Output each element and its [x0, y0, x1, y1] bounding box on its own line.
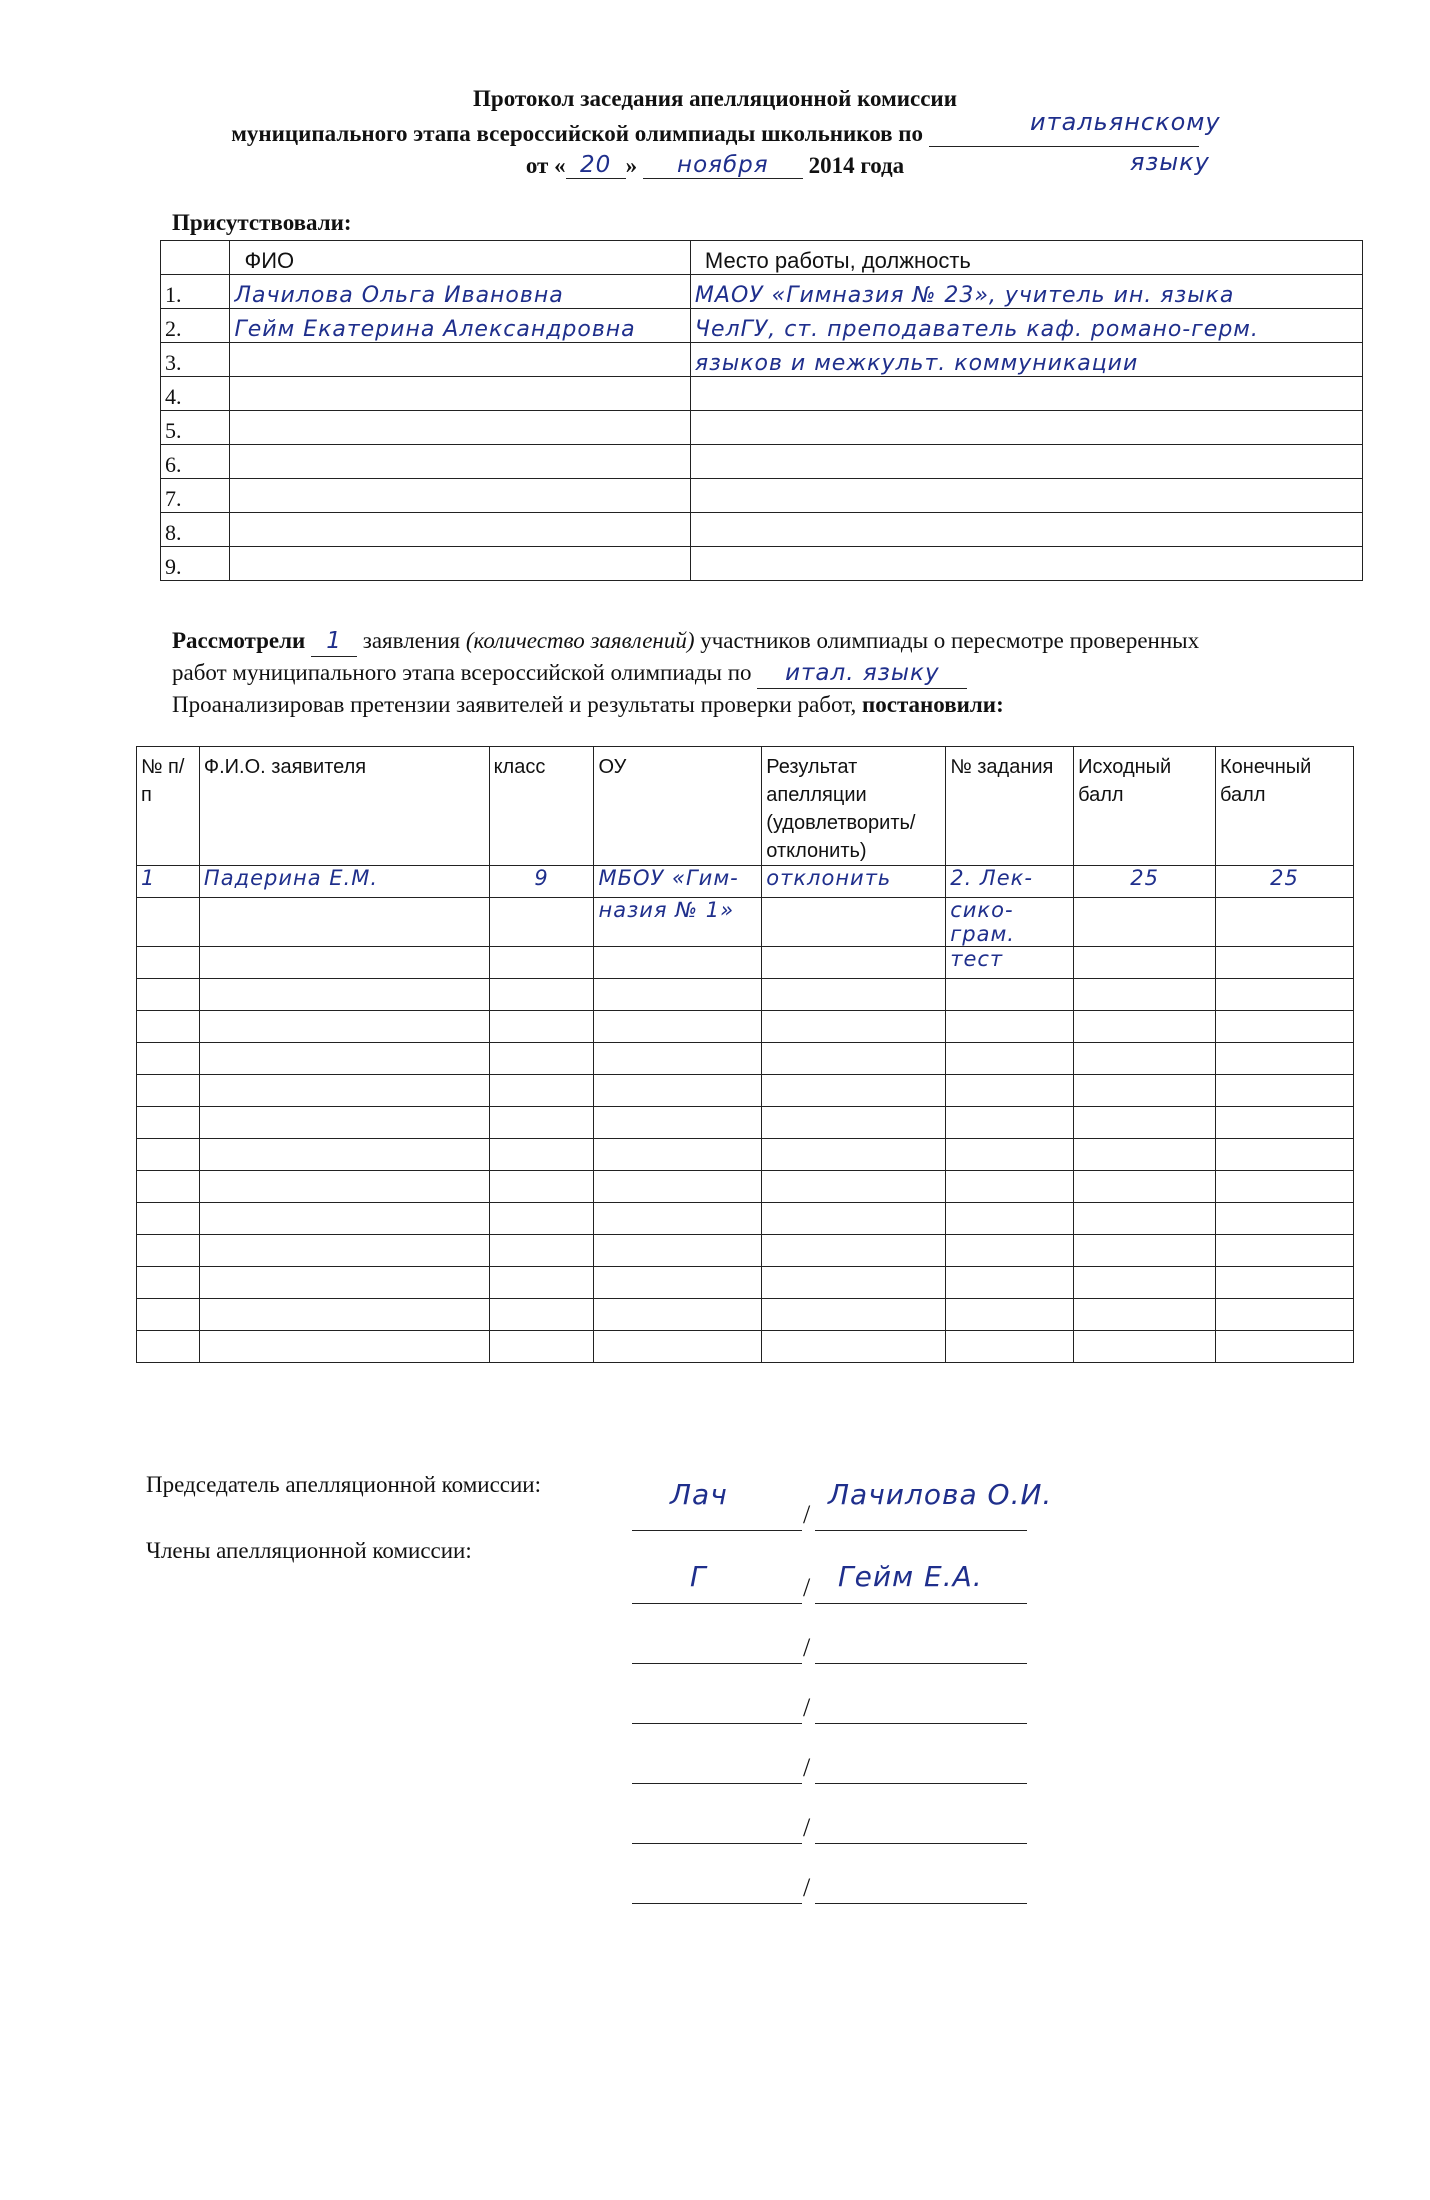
present-num-header: [161, 241, 230, 275]
appeal-empty-cell: [489, 1043, 594, 1075]
appeal-empty-cell: [1216, 1043, 1354, 1075]
appeal-empty-row: [137, 1043, 1354, 1075]
col-num-header: № п/п: [137, 747, 200, 866]
appeal-empty-row: [137, 1011, 1354, 1043]
appeal-school: [594, 947, 762, 979]
appeal-empty-cell: [489, 1331, 594, 1363]
appeal-empty-cell: [1074, 1203, 1216, 1235]
subject-handwritten-2: языку: [1130, 148, 1210, 176]
appeal-num: 1: [137, 866, 200, 898]
date-suffix: 2014 года: [808, 153, 905, 178]
considered-line-2: [172, 658, 967, 689]
present-row: [161, 479, 1363, 513]
appeal-initial: [1074, 947, 1216, 979]
appeal-empty-cell: [594, 1139, 762, 1171]
appeal-fio: [199, 947, 489, 979]
considered-count: 1: [311, 626, 357, 657]
signature-blank: [632, 1783, 802, 1784]
considered-text-1: заявления: [362, 628, 461, 653]
appeal-school: МБОУ «Гим-: [594, 866, 762, 898]
col-school-header: ОУ: [594, 747, 762, 866]
appeal-empty-row: [137, 1299, 1354, 1331]
row-fio: [230, 377, 690, 411]
appeal-empty-cell: [1074, 1299, 1216, 1331]
date-mid: »: [625, 153, 638, 178]
signature-blank: [632, 1603, 802, 1604]
appeal-empty-cell: [137, 1235, 200, 1267]
appeal-empty-cell: [762, 1011, 946, 1043]
row-num: 3.: [161, 343, 230, 377]
row-work: [690, 445, 1362, 479]
signature-slash: /: [803, 1633, 811, 1662]
appeal-row: [137, 898, 1354, 947]
signature-blank: [632, 1530, 802, 1531]
present-row: [161, 377, 1363, 411]
present-row: [161, 275, 1363, 309]
appeal-empty-cell: [199, 979, 489, 1011]
col-fio-header: Ф.И.О. заявителя: [199, 747, 489, 866]
appeal-empty-row: [137, 1203, 1354, 1235]
date-day: 20: [566, 152, 626, 179]
row-fio: [230, 513, 690, 547]
row-num: 9.: [161, 547, 230, 581]
appeal-empty-cell: [489, 979, 594, 1011]
appeal-empty-cell: [199, 1171, 489, 1203]
row-fio: [230, 445, 690, 479]
appeal-final: 25: [1216, 866, 1354, 898]
appeal-empty-cell: [489, 1139, 594, 1171]
row-fio: [230, 547, 690, 581]
appeal-empty-row: [137, 1235, 1354, 1267]
appeal-empty-cell: [946, 1267, 1074, 1299]
appeal-empty-cell: [1216, 1139, 1354, 1171]
subtitle-text: муниципального этапа всероссийской олимпиады школьников по: [231, 121, 924, 146]
appeal-empty-row: [137, 1331, 1354, 1363]
considered-line-3: [172, 690, 1004, 720]
appeal-empty-cell: [762, 1235, 946, 1267]
appeal-empty-cell: [1074, 1011, 1216, 1043]
appeal-empty-cell: [946, 1139, 1074, 1171]
appeal-empty-cell: [594, 1235, 762, 1267]
signature-slash: /: [803, 1873, 811, 1902]
member-name: Гейм Е.А.: [838, 1560, 983, 1593]
present-header-row: [161, 241, 1363, 275]
appeal-empty-cell: [489, 1203, 594, 1235]
appeal-empty-cell: [1074, 1075, 1216, 1107]
row-num: 5.: [161, 411, 230, 445]
doc-title: Протокол заседания апелляционной комиссии: [473, 86, 957, 111]
chair-signature: Лач: [670, 1478, 728, 1511]
subject-handwritten: итальянскому: [1030, 108, 1221, 136]
row-work: [690, 377, 1362, 411]
considered-text-3: Проанализировав претензии заявителей и результаты проверки работ,: [172, 692, 857, 717]
considered-subject: итал. языку: [757, 658, 967, 689]
appeal-empty-cell: [137, 1171, 200, 1203]
appeal-empty-row: [137, 1075, 1354, 1107]
appeal-empty-cell: [1074, 1043, 1216, 1075]
appeal-empty-cell: [762, 979, 946, 1011]
appeal-empty-cell: [594, 979, 762, 1011]
appeal-row: [137, 947, 1354, 979]
appeal-result: [762, 898, 946, 947]
present-row: [161, 445, 1363, 479]
col-task-header: № задания: [946, 747, 1074, 866]
appeal-empty-cell: [489, 1075, 594, 1107]
appeal-empty-cell: [594, 1299, 762, 1331]
row-work: [690, 513, 1362, 547]
appeal-school: назия № 1»: [594, 898, 762, 947]
appeal-empty-cell: [1216, 1075, 1354, 1107]
considered-text-italic: (количество заявлений): [465, 628, 695, 653]
signature-slash: /: [803, 1753, 811, 1782]
appeal-empty-cell: [137, 1139, 200, 1171]
appeals-header-row: [137, 747, 1354, 866]
row-fio: Лачилова Ольга Ивановна: [230, 275, 690, 309]
col-final-header: Конечный балл: [1216, 747, 1354, 866]
signature-slash: /: [803, 1693, 811, 1722]
appeal-task: сико-грам.: [946, 898, 1074, 947]
appeal-empty-cell: [946, 1107, 1074, 1139]
row-work: ЧелГУ, ст. преподаватель каф. романо-герм.: [690, 309, 1362, 343]
present-row: [161, 309, 1363, 343]
date-month: ноября: [643, 152, 803, 179]
appeal-empty-cell: [199, 1043, 489, 1075]
appeal-empty-cell: [946, 1043, 1074, 1075]
appeals-table: [136, 746, 1354, 1363]
appeal-empty-cell: [946, 1331, 1074, 1363]
appeal-num: [137, 898, 200, 947]
signature-blank: [632, 1723, 802, 1724]
appeal-empty-cell: [1074, 1331, 1216, 1363]
appeal-empty-cell: [1074, 1267, 1216, 1299]
appeal-empty-cell: [489, 1171, 594, 1203]
present-fio-header: ФИО: [230, 241, 690, 275]
row-fio: [230, 411, 690, 445]
appeal-empty-cell: [199, 1139, 489, 1171]
appeal-task: 2. Лек-: [946, 866, 1074, 898]
appeal-result: отклонить: [762, 866, 946, 898]
name-blank: [815, 1843, 1027, 1844]
appeal-empty-cell: [489, 1235, 594, 1267]
present-work-header: Место работы, должность: [690, 241, 1362, 275]
appeal-empty-cell: [762, 1299, 946, 1331]
appeal-row: [137, 866, 1354, 898]
appeal-empty-cell: [137, 1075, 200, 1107]
name-blank: [815, 1723, 1027, 1724]
present-row: [161, 513, 1363, 547]
appeal-class: [489, 898, 594, 947]
appeal-empty-cell: [199, 1331, 489, 1363]
signature-slash: /: [803, 1500, 811, 1529]
appeal-initial: 25: [1074, 866, 1216, 898]
row-fio: [230, 343, 690, 377]
row-work: [690, 479, 1362, 513]
appeal-empty-cell: [1074, 979, 1216, 1011]
row-num: 8.: [161, 513, 230, 547]
appeal-empty-cell: [199, 1267, 489, 1299]
appeal-empty-cell: [489, 1011, 594, 1043]
appeal-empty-cell: [1216, 1331, 1354, 1363]
appeal-empty-row: [137, 1139, 1354, 1171]
name-blank: [815, 1530, 1027, 1531]
appeal-empty-cell: [946, 1235, 1074, 1267]
appeal-empty-cell: [762, 1331, 946, 1363]
appeal-empty-cell: [1074, 1107, 1216, 1139]
appeal-empty-cell: [137, 1107, 200, 1139]
appeal-empty-cell: [594, 1203, 762, 1235]
row-fio: [230, 479, 690, 513]
appeal-final: [1216, 947, 1354, 979]
considered-text-rest: участников олимпиады о пересмотре проверенных: [700, 628, 1200, 653]
col-initial-header: Исходный балл: [1074, 747, 1216, 866]
appeal-empty-cell: [946, 1075, 1074, 1107]
appeal-empty-cell: [594, 1011, 762, 1043]
considered-label: Рассмотрели: [172, 628, 306, 653]
appeal-empty-cell: [199, 1075, 489, 1107]
appeal-empty-cell: [1074, 1235, 1216, 1267]
row-num: 4.: [161, 377, 230, 411]
name-blank: [815, 1783, 1027, 1784]
appeal-empty-cell: [946, 979, 1074, 1011]
appeal-initial: [1074, 898, 1216, 947]
appeal-empty-cell: [946, 1299, 1074, 1331]
row-num: 7.: [161, 479, 230, 513]
appeal-empty-cell: [762, 1043, 946, 1075]
appeal-empty-cell: [137, 1011, 200, 1043]
col-class-header: класс: [489, 747, 594, 866]
row-num: 2.: [161, 309, 230, 343]
name-blank: [815, 1603, 1027, 1604]
appeal-empty-cell: [594, 1331, 762, 1363]
appeal-empty-cell: [762, 1203, 946, 1235]
member-signature: Г: [690, 1560, 707, 1593]
doc-date: [0, 152, 1430, 179]
appeal-empty-cell: [489, 1299, 594, 1331]
appeals-empty-rows: [137, 979, 1354, 1363]
appeal-empty-cell: [946, 1203, 1074, 1235]
present-row: [161, 411, 1363, 445]
appeal-empty-cell: [762, 1267, 946, 1299]
appeal-empty-cell: [1216, 1011, 1354, 1043]
considered-decided: постановили:: [862, 692, 1004, 717]
row-work: языков и межкульт. коммуникации: [690, 343, 1362, 377]
appeal-empty-cell: [594, 1075, 762, 1107]
appeal-empty-cell: [137, 1267, 200, 1299]
appeal-result: [762, 947, 946, 979]
appeal-empty-cell: [137, 979, 200, 1011]
appeal-empty-cell: [489, 1107, 594, 1139]
appeal-empty-cell: [137, 1203, 200, 1235]
appeal-fio: [199, 898, 489, 947]
signature-blank: [632, 1663, 802, 1664]
appeal-class: [489, 947, 594, 979]
appeal-empty-row: [137, 979, 1354, 1011]
chair-label: Председатель апелляционной комиссии:: [146, 1472, 542, 1497]
row-num: 1.: [161, 275, 230, 309]
appeal-empty-cell: [762, 1107, 946, 1139]
present-row: [161, 547, 1363, 581]
appeal-num: [137, 947, 200, 979]
signature-slash: /: [803, 1573, 811, 1602]
appeal-empty-cell: [199, 1107, 489, 1139]
appeal-empty-cell: [594, 1171, 762, 1203]
appeal-empty-cell: [137, 1299, 200, 1331]
appeal-empty-cell: [199, 1203, 489, 1235]
date-prefix: от «: [525, 153, 566, 178]
appeal-fio: Падерина Е.М.: [199, 866, 489, 898]
appeal-empty-row: [137, 1267, 1354, 1299]
appeal-empty-cell: [1074, 1139, 1216, 1171]
row-fio: Гейм Екатерина Александровна: [230, 309, 690, 343]
appeal-empty-cell: [762, 1075, 946, 1107]
name-blank: [815, 1903, 1027, 1904]
appeal-empty-row: [137, 1107, 1354, 1139]
considered-text-2: работ муниципального этапа всероссийской олимпиады по: [172, 660, 752, 685]
appeal-empty-cell: [1216, 1267, 1354, 1299]
appeal-empty-cell: [489, 1267, 594, 1299]
appeal-empty-cell: [1216, 979, 1354, 1011]
appeal-empty-cell: [137, 1331, 200, 1363]
col-result-header: Результат апелляции (удовлетворить/ отклонить): [762, 747, 946, 866]
appeal-empty-cell: [1216, 1235, 1354, 1267]
appeal-empty-cell: [137, 1043, 200, 1075]
row-work: [690, 411, 1362, 445]
appeal-empty-cell: [199, 1235, 489, 1267]
signature-blank: [632, 1903, 802, 1904]
present-title: Присутствовали:: [172, 210, 352, 235]
row-work: [690, 547, 1362, 581]
present-table: [160, 240, 1363, 581]
appeal-empty-cell: [762, 1171, 946, 1203]
appeal-empty-cell: [1074, 1171, 1216, 1203]
appeal-empty-cell: [594, 1107, 762, 1139]
members-label: Члены апелляционной комиссии:: [146, 1538, 472, 1563]
appeal-empty-cell: [1216, 1171, 1354, 1203]
appeal-empty-cell: [946, 1171, 1074, 1203]
appeal-final: [1216, 898, 1354, 947]
appeal-empty-cell: [1216, 1203, 1354, 1235]
appeal-empty-row: [137, 1171, 1354, 1203]
appeal-empty-cell: [1216, 1299, 1354, 1331]
considered-line-1: [172, 626, 1199, 657]
present-row: [161, 343, 1363, 377]
name-blank: [815, 1663, 1027, 1664]
appeal-task: тест: [946, 947, 1074, 979]
row-work: МАОУ «Гимназия № 23», учитель ин. языка: [690, 275, 1362, 309]
appeal-class: 9: [489, 866, 594, 898]
appeal-empty-cell: [946, 1011, 1074, 1043]
row-num: 6.: [161, 445, 230, 479]
appeal-empty-cell: [594, 1043, 762, 1075]
appeal-empty-cell: [594, 1267, 762, 1299]
appeal-empty-cell: [1216, 1107, 1354, 1139]
appeal-empty-cell: [199, 1011, 489, 1043]
signature-slash: /: [803, 1813, 811, 1842]
chair-name: Лачилова О.И.: [828, 1478, 1053, 1511]
signature-blank: [632, 1843, 802, 1844]
appeal-empty-cell: [762, 1139, 946, 1171]
appeal-empty-cell: [199, 1299, 489, 1331]
